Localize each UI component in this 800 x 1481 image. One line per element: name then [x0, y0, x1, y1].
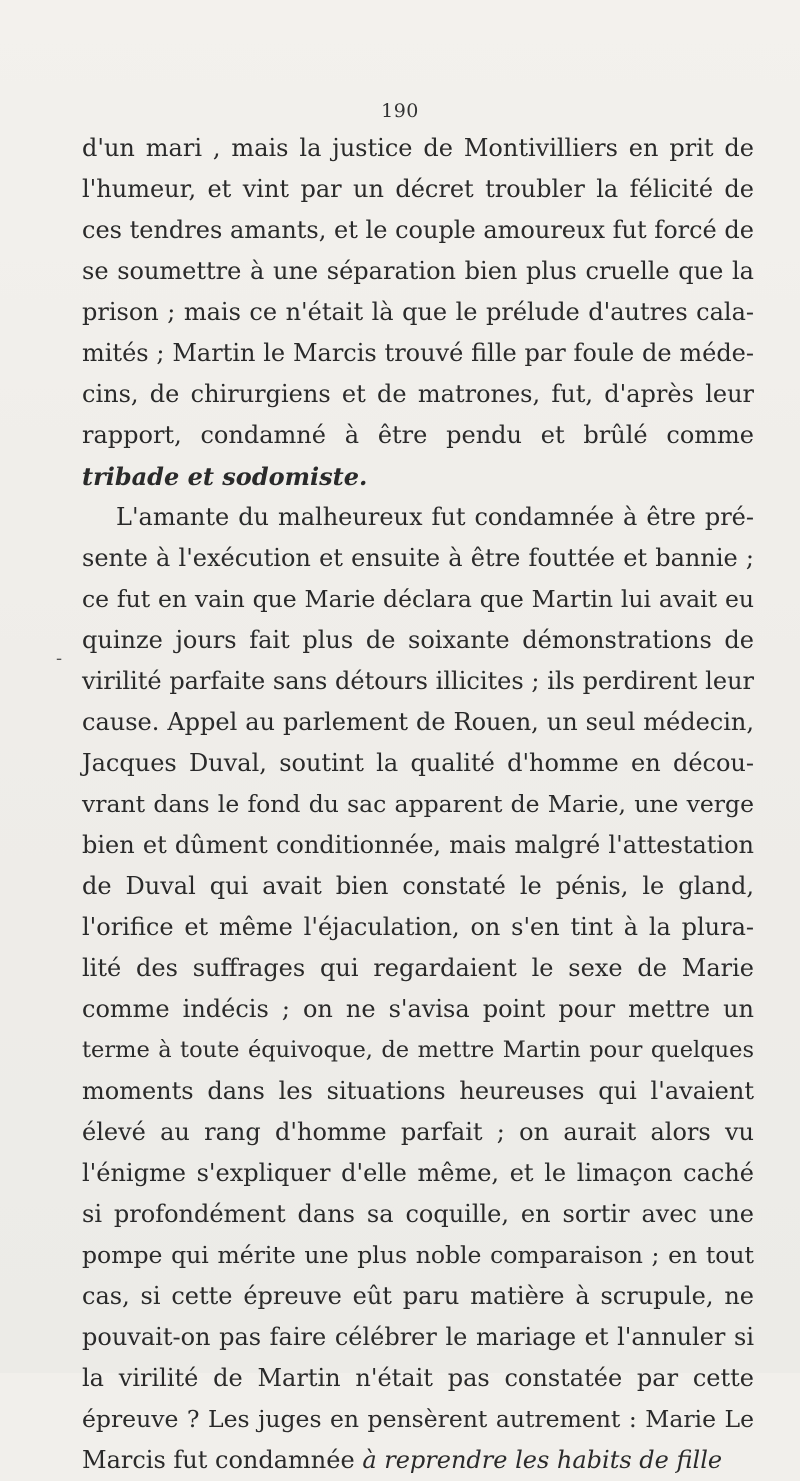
text-line: ces tendres amants, et le couple amoureux fut forcé de	[82, 216, 754, 244]
text-line: cause. Appel au parlement de Rouen, un seul médecin,	[82, 708, 754, 736]
text-line: de Duval qui avait bien constaté le pénis, le gland,	[82, 872, 754, 900]
text-line: bien et dûment conditionnée, mais malgré l'attestation	[82, 831, 754, 859]
text-line-italic: tribade et sodomiste.	[82, 462, 368, 491]
text-line: se soumettre à une séparation bien plus cruelle que la	[82, 257, 754, 285]
margin-mark: -	[56, 648, 63, 669]
text-line: pompe qui mérite une plus noble comparaison ; en tout	[82, 1241, 754, 1269]
page-number: 190	[381, 100, 419, 122]
text-line: élevé au rang d'homme parfait ; on aurait alors vu	[82, 1118, 754, 1146]
text-line: l'énigme s'expliquer d'elle même, et le limaçon caché	[82, 1159, 754, 1187]
text-line: L'amante du malheureux fut condamnée à être pré-	[116, 503, 754, 531]
text-line: la virilité de Martin n'était pas constatée par cette	[82, 1364, 754, 1392]
text-line: mités ; Martin le Marcis trouvé fille par foule de méde-	[82, 339, 754, 367]
text-line: rapport, condamné à être pendu et brûlé comme	[82, 421, 754, 449]
text-line: l'orifice et même l'éjaculation, on s'en tint à la plura-	[82, 913, 754, 941]
text-line: Jacques Duval, soutint la qualité d'homme en décou-	[82, 749, 754, 777]
body-text	[82, 128, 754, 1481]
text-line: l'humeur, et vint par un décret troubler la félicité de	[82, 175, 754, 203]
text-line: comme indécis ; on ne s'avisa point pour mettre un	[82, 995, 754, 1023]
text-line: virilité parfaite sans détours illicites ; ils perdirent leur	[82, 667, 754, 695]
text-line: vrant dans le fond du sac apparent de Marie, une verge	[82, 790, 754, 818]
text-line: cins, de chirurgiens et de matrones, fut, d'après leur	[82, 380, 754, 408]
text-line: pouvait-on pas faire célébrer le mariage et l'annuler si	[82, 1323, 754, 1351]
text-line: lité des suffrages qui regardaient le sexe de Marie	[82, 954, 754, 982]
text-line: moments dans les situations heureuses qui l'avaient	[82, 1077, 754, 1105]
text-line: épreuve ? Les juges en pensèrent autrement : Marie Le	[82, 1405, 754, 1433]
text-line: cas, si cette épreuve eût paru matière à scrupule, ne	[82, 1282, 754, 1310]
text-line: quinze jours fait plus de soixante démonstrations de	[82, 626, 754, 654]
text-line: d'un mari , mais la justice de Montivilliers en prit de	[82, 134, 754, 162]
text-line: sente à l'exécution et ensuite à être fouttée et bannie ;	[82, 544, 754, 572]
final-line-italic: à reprendre les habits de fille	[362, 1446, 723, 1474]
final-line-roman: Marcis fut condamnée	[82, 1446, 363, 1474]
text-line: terme à toute équivoque, de mettre Martin pour quelques	[82, 1037, 754, 1063]
text-line: si profondément dans sa coquille, en sortir avec une	[82, 1200, 754, 1228]
text-line: prison ; mais ce n'était là que le prélude d'autres cala-	[82, 298, 754, 326]
text-line-final	[82, 1440, 754, 1481]
text-line: ce fut en vain que Marie déclara que Martin lui avait eu	[82, 585, 754, 613]
